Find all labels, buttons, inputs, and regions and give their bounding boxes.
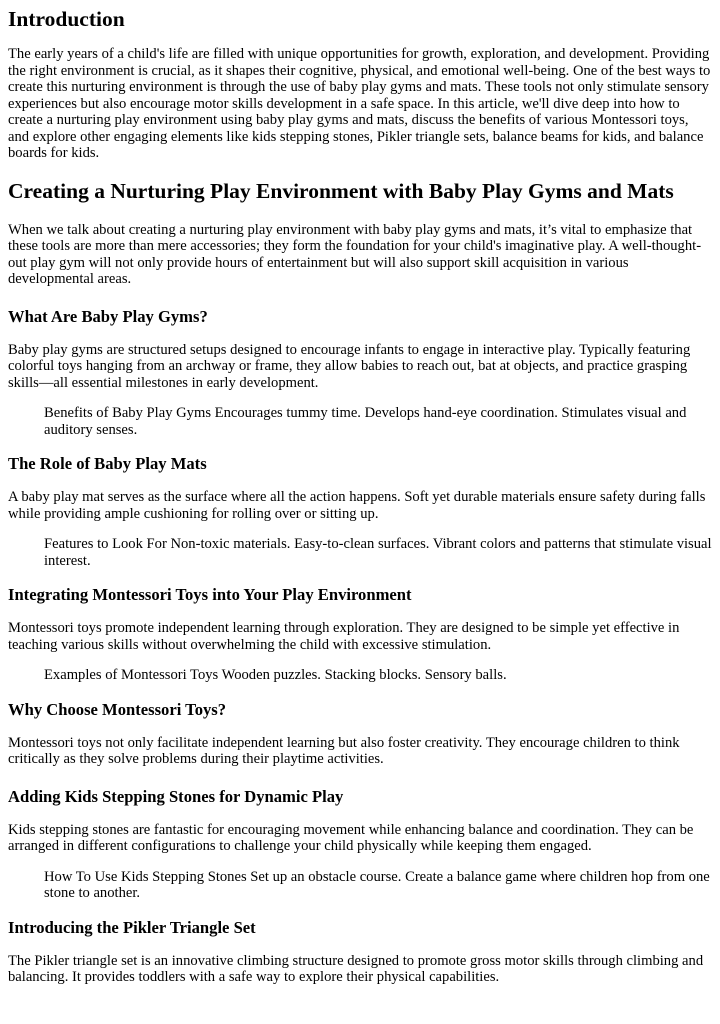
section-paragraph-stepping-stones: Kids stepping stones are fantastic for encouraging movement while enhancing balance and coordination. They can be arranged in different configurations to challenge your child physically while keeping them engaged. xyxy=(8,821,694,854)
section-quote-montessori-toys: Examples of Montessori Toys Wooden puzzles. Stacking blocks. Sensory balls. xyxy=(44,667,507,683)
intro-heading: Introduction xyxy=(8,7,125,31)
section-heading-stepping-stones: Adding Kids Stepping Stones for Dynamic Play xyxy=(8,786,344,806)
main-paragraph: When we talk about creating a nurturing play environment with baby play gyms and mats, it’s vital to emphasize that these tools are more than mere accessories; they form the foundation for your child's imaginative play. A well-thought-out play gym will not only provide hours of entertainment but will also support skill acquisition in various developmental areas. xyxy=(8,221,702,287)
section-paragraph-baby-play-mats: A baby play mat serves as the surface where all the action happens. Soft yet durable materials ensure safety during falls while providing ample cushioning for rolling over or sitting up. xyxy=(8,489,706,522)
section-paragraph-montessori-toys: Montessori toys promote independent learning through exploration. They are designed to be simple yet effective in teaching various skills without overwhelming the child with excessive stimulation. xyxy=(8,620,680,653)
section-quote-stepping-stones: How To Use Kids Stepping Stones Set up an obstacle course. Create a balance game where children hop from one stone to another. xyxy=(44,868,710,901)
section-quote-baby-play-mats: Features to Look For Non-toxic materials. Easy-to-clean surfaces. Vibrant colors and patterns that stimulate visual interest. xyxy=(44,536,712,569)
article xyxy=(0,7,720,986)
section-quote-baby-play-gyms: Benefits of Baby Play Gyms Encourages tummy time. Develops hand-eye coordination. Stimulates visual and auditory senses. xyxy=(44,405,687,438)
section-heading-baby-play-mats: The Role of Baby Play Mats xyxy=(8,454,207,473)
section-heading-montessori-toys: Integrating Montessori Toys into Your Play Environment xyxy=(8,585,412,604)
section-paragraph-why-montessori: Montessori toys not only facilitate independent learning but also foster creativity. They encourage children to think critically as they solve problems during their playtime activities. xyxy=(8,734,680,767)
section-heading-why-montessori: Why Choose Montessori Toys? xyxy=(8,699,227,719)
section-paragraph-baby-play-gyms: Baby play gyms are structured setups designed to encourage infants to engage in interactive play. Typically featuring colorful toys hanging from an archway or frame, they allow babies to reach out, bat at objects, and practice grasping skills—all essential milestones in early development. xyxy=(8,341,691,391)
intro-paragraph: The early years of a child's life are filled with unique opportunities for growth, exploration, and development. Providing the right environment is crucial, as it shapes their cognitive, physical, and emotional well-being. One of the best ways to create this nurturing environment is through the use of baby play gyms and mats. These tools not only stimulate sensory experiences but also encourage motor skills development in a safe space. In this article, we'll dive deep into how to create a nurturing play environment using baby play gyms and mats, discuss the benefits of various Montessori toys, and explore other engaging elements like kids stepping stones, Pikler triangle sets, balance beams for kids, and balance boards for kids. xyxy=(8,46,711,161)
main-heading: Creating a Nurturing Play Environment with Baby Play Gyms and Mats xyxy=(8,178,674,203)
section-heading-pikler-triangle: Introducing the Pikler Triangle Set xyxy=(8,917,256,937)
section-paragraph-pikler-triangle: The Pikler triangle set is an innovative climbing structure designed to promote gross motor skills through climbing and balancing. It provides toddlers with a safe way to explore their physical capabilities. xyxy=(8,952,704,985)
section-heading-baby-play-gyms: What Are Baby Play Gyms? xyxy=(8,306,208,326)
